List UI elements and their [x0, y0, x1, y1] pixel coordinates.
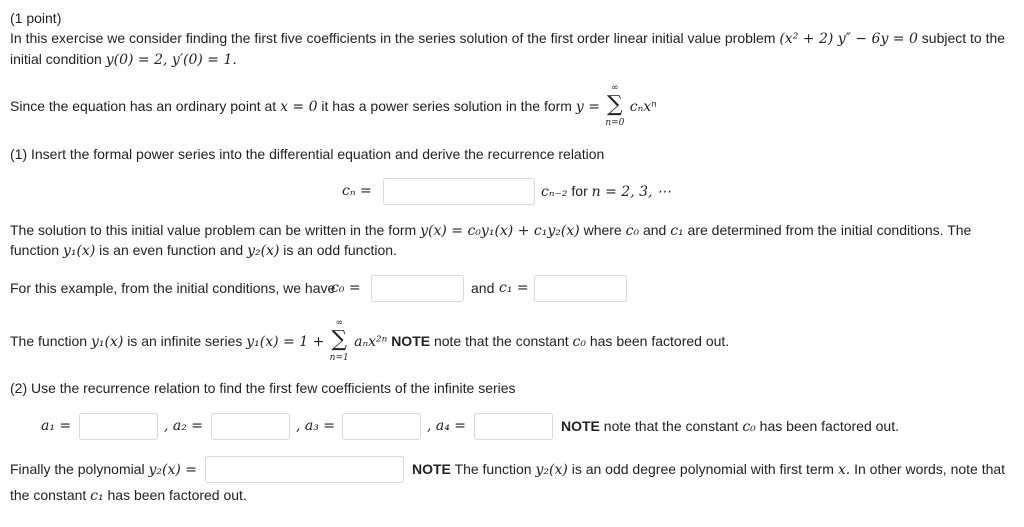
note-bold: NOTE — [561, 418, 600, 434]
summation — [328, 318, 350, 363]
intro-line-2 — [10, 50, 237, 69]
solution-text: and — [642, 222, 667, 238]
note-text: note that the constant — [603, 418, 739, 434]
solution-line-2 — [10, 241, 397, 260]
cn-recurrence-input[interactable] — [383, 178, 535, 205]
a1-label: a₁ = — [41, 418, 72, 434]
sum-lower-limit: n=1 — [329, 353, 349, 363]
y2-label: y₂(x) = — [148, 462, 198, 478]
c0-input[interactable] — [371, 275, 464, 302]
a4-input[interactable] — [474, 413, 553, 440]
note-bold: NOTE — [412, 461, 451, 477]
a1-input[interactable] — [79, 413, 158, 440]
solution-text: where — [583, 222, 622, 238]
part2-note — [561, 418, 899, 435]
note-text: note that the constant — [433, 333, 569, 349]
initial-text: For this example, from the initial conditions, we have — [10, 280, 336, 296]
final-note — [412, 461, 1005, 478]
series-term: aₙx²ⁿ — [354, 334, 388, 350]
x-symbol: x. — [837, 462, 851, 478]
solution-text: The solution to this initial value problem can be written in the form — [10, 222, 417, 238]
y1-symbol: y₁(x) — [90, 334, 124, 350]
and-text: and — [471, 280, 495, 296]
recurrence-tail — [541, 183, 671, 200]
solution-text: function — [10, 242, 60, 258]
summation — [604, 83, 626, 128]
initial-condition-equation: y(0) = 2, y′(0) = 1. — [105, 52, 237, 68]
solution-line-1 — [10, 221, 971, 240]
intro-text: initial condition — [10, 51, 102, 67]
sigma-symbol: ∑ — [607, 92, 623, 117]
ordinary-text: it has a power series solution in the form — [321, 98, 572, 114]
y2-polynomial-input[interactable] — [205, 456, 404, 483]
c0-symbol: c₀ — [572, 334, 586, 350]
intro-text: In this exercise we consider finding the first five coefficients in the series solution of the first order linear initial value problem — [10, 30, 776, 46]
a3-label: , a₃ = — [296, 418, 336, 434]
y2-symbol: y₂(x) — [247, 243, 280, 259]
note-text: has been factored out. — [759, 418, 899, 434]
final-text: has been factored out. — [107, 487, 247, 503]
sum-upper-limit: ∞ — [335, 318, 343, 328]
note-text: is an odd degree polynomial with first term — [571, 461, 834, 477]
sum-upper-limit: ∞ — [611, 83, 619, 93]
a2-label: , a₂ = — [164, 418, 204, 434]
series-term: cₙxⁿ — [629, 99, 657, 115]
y1-symbol: y₁(x) — [62, 243, 96, 259]
solution-text: is an odd function. — [283, 242, 397, 258]
c1-input[interactable] — [534, 275, 627, 302]
note-text: In other words, note that — [854, 461, 1006, 477]
cn-label: cₙ = — [342, 183, 372, 199]
part1-title: (1) Insert the formal power series into the differential equation and derive the recurrence relation — [10, 146, 605, 162]
final-line-2 — [10, 486, 247, 505]
y1-text: is an infinite series — [127, 333, 243, 349]
c0-symbol: c₀ — [742, 419, 756, 435]
c0-symbol: c₀ — [625, 223, 640, 239]
ordinary-text: Since the equation has an ordinary point at — [10, 98, 277, 114]
final-text — [10, 461, 197, 478]
solution-text: is an even function and — [99, 242, 244, 258]
cn-minus-2: cₙ₋₂ — [541, 184, 568, 200]
a4-label: , a₄ = — [427, 418, 467, 434]
intro-line-1 — [10, 29, 1005, 48]
c1-label: c₁ = — [499, 280, 529, 296]
a2-input[interactable] — [211, 413, 290, 440]
c1-symbol: c₁ — [90, 488, 104, 504]
y1-series-line — [10, 318, 730, 363]
a3-input[interactable] — [342, 413, 421, 440]
final-text: the constant — [10, 487, 87, 503]
ode-equation: (x² + 2) y″ − 6y = 0 — [779, 31, 918, 47]
points-label: (1 point) — [10, 10, 62, 26]
note-text: The function — [454, 461, 532, 477]
final-label: Finally the polynomial — [10, 461, 145, 477]
solution-form-eq: y(x) = c₀y₁(x) + c₁y₂(x) — [420, 223, 580, 239]
ordinary-point-line — [10, 83, 657, 128]
solution-text: are determined from the initial conditions. The — [687, 222, 972, 238]
y2-symbol: y₂(x) — [535, 462, 568, 478]
y-equals: y = — [575, 99, 600, 115]
c1-symbol: c₁ — [670, 223, 684, 239]
n-range: n = 2, 3, ⋯ — [591, 184, 671, 200]
ordinary-point-eq: x = 0 — [280, 99, 318, 115]
y1-text: The function — [10, 333, 88, 349]
y1-series-eq: y₁(x) = 1 + — [246, 334, 325, 350]
intro-text: subject to the — [921, 30, 1006, 46]
sigma-symbol: ∑ — [331, 327, 348, 352]
note-text: has been factored out. — [589, 333, 730, 349]
note-bold: NOTE — [391, 333, 431, 349]
for-text: for — [571, 183, 588, 199]
part2-title: (2) Use the recurrence relation to find the first few coefficients of the infinite series — [10, 380, 516, 396]
sum-lower-limit: n=0 — [605, 118, 625, 128]
c0-label: c₀ = — [331, 280, 361, 296]
